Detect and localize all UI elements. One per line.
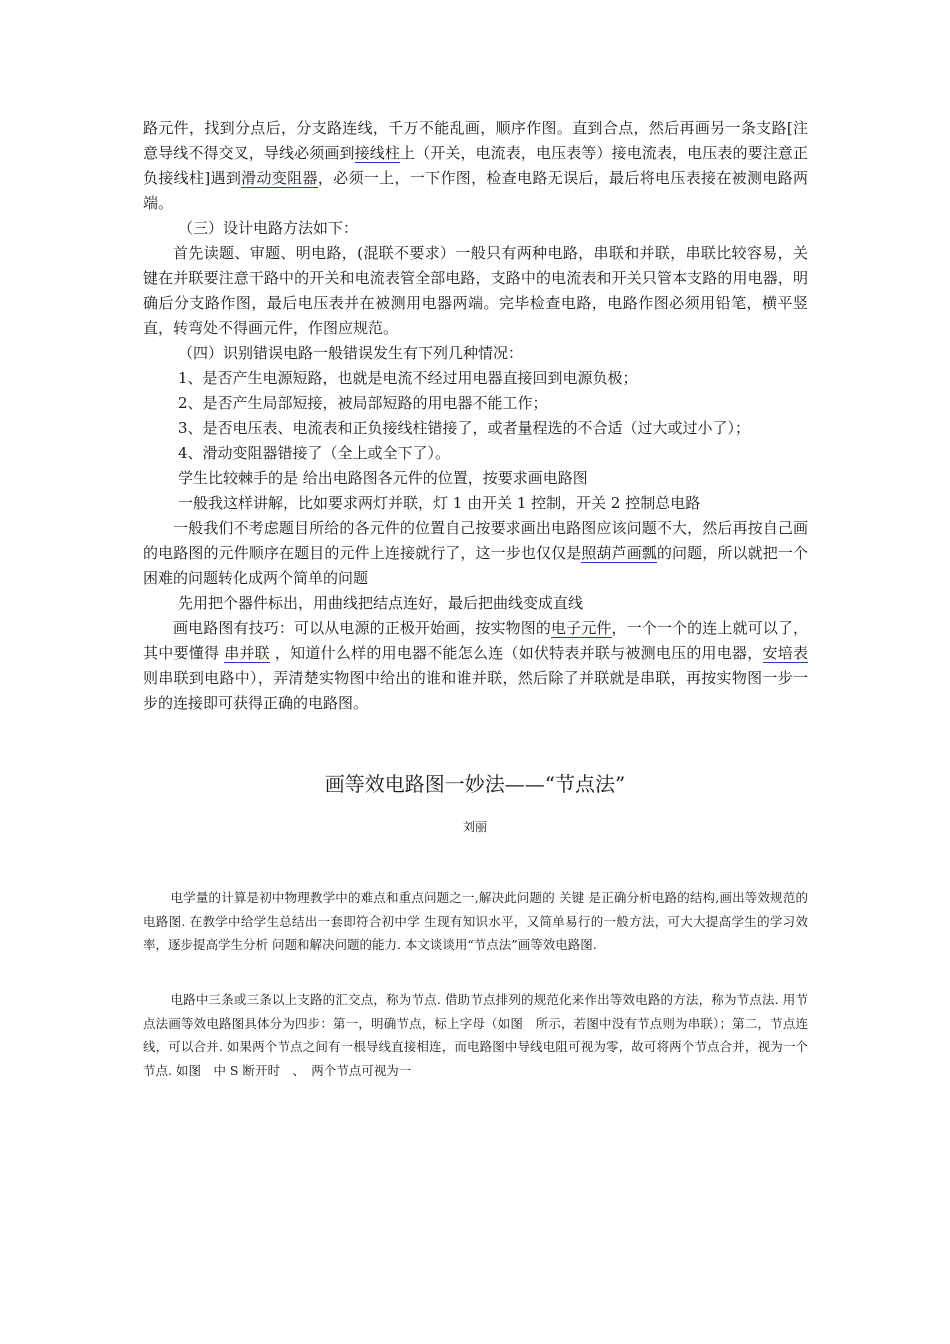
text-segment: ，知道什么样的用电器不能怎么连（如伏特表并联与被测电压的用电器， [269, 644, 763, 662]
paragraph-tricky: 学生比较棘手的是 给出电路图各元件的位置，按要求画电路图 [178, 469, 588, 487]
paragraph-drawing-tips [143, 616, 808, 716]
link-copy-the-gourd[interactable]: 照葫芦画瓢 [581, 544, 657, 562]
article-paragraph-node-method: 电路中三条或三条以上支路的汇交点，称为节点. 借助节点排列的规范化来作出等效电路的方法，称为节点法. 用节点法画等效电路图具体分为四步：第一，明确节点，标上字母（如图 所示，若图中没有节点则为串联）；第二，节点连线，可以合并. 如果两个节点之间有一根导线直接相连，而电路图中导线电阻可视为零，故可将两个节点合并，视为一个节点. 如图 中 S 断开时 、 两个节点可视为一 [143, 992, 808, 1078]
paragraph-example: 一般我这样讲解，比如要求两灯并联，灯 1 由开关 1 控制，开关 2 控制总电路 [178, 494, 701, 512]
paragraph-curve-tip: 先用把个器件标出，用曲线把结点连好，最后把曲线变成直线 [178, 594, 584, 612]
text-segment: 一般我们不考虑题目所给的各元件的位置自己按要求画出电路图应该问题不大，然后再按自己画的电路图的元件顺序在题目的元件上连接就行了，这一步也仅仅是 [143, 519, 808, 562]
article-title: 画等效电路图一妙法——“节点法” [324, 772, 626, 796]
list-item-4: 4、滑动变阻器错接了（全上或全下了）。 [178, 444, 451, 462]
text-segment: 上（开关，电流表，电压表等）接电流表，电压表的要注意正负接线柱]遇到 [143, 144, 808, 187]
paragraph-wiring-order [143, 116, 808, 216]
link-ammeter[interactable]: 安培表 [762, 644, 808, 662]
article-paragraph-intro: 电学量的计算是初中物理教学中的难点和重点问题之一,解决此问题的 关键 是正确分析电路的结构,画出等效规范的电路图. 在教学中给学生总结出一套即符合初中学 生现有知识水平，又简单易行的一般方法，可大大提高学生的学习效率，逐步提高学生分析 问题和解决问题的能力. 本文谈谈用“节点法”画等效电路图. [143, 890, 808, 952]
list-item-1: 1、是否产生电源短路，也就是电流不经过用电器直接回到电源负极； [178, 369, 638, 387]
list-item-3: 3、是否电压表、电流表和正负接线柱错接了，或者量程选的不合适（过大或过小了）； [178, 419, 751, 437]
heading-error-circuits: （四）识别错误电路一般错误发生有下列几种情况： [178, 344, 524, 362]
text-segment: 画电路图有技巧：可以从电源的正极开始画，按实物图的 [173, 619, 552, 637]
link-electronic-component[interactable]: 电子元件 [551, 619, 612, 637]
link-sliding-rheostat[interactable]: 滑动变阻器 [241, 169, 318, 187]
link-series-parallel[interactable]: 串并联 [224, 644, 270, 662]
text-segment: ，必须一上，一下作图，检查电路无误后，最后将电压表接在被测电路两端。 [143, 169, 808, 212]
link-binding-post[interactable]: 接线柱 [354, 144, 400, 162]
article-author: 刘丽 [462, 820, 487, 834]
list-item-2: 2、是否产生局部短接，被局部短路的用电器不能工作； [178, 394, 548, 412]
text-segment: 的问题，所以就把一个困难的问题转化成两个简单的问题 [143, 544, 808, 587]
paragraph-design-method: 首先读题、审题、明电路，(混联不要求）一般只有两种电路，串联和并联，串联比较容易，关键在并联要注意干路中的开关和电流表管全部电路，支路中的电流表和开关只管本支路的用电器，明确后分支路作图，最后电压表并在被测用电器两端。完毕检查电路，电路作图必须用铅笔，横平竖直，转弯处不得画元件，作图应规范。 [143, 244, 808, 337]
heading-design-method: （三）设计电路方法如下： [178, 219, 359, 237]
text-segment: 则串联到电路中），弄清楚实物图中给出的谁和谁并联，然后除了并联就是串联，再按实物图一步一步的连接即可获得正确的电路图。 [143, 669, 808, 712]
text-segment: 路元件，找到分点后，分支路连线，千万不能乱画，顺序作图。直到合点，然后再画另一条支路[注意导线不得交叉，导线必须画到 [143, 119, 808, 162]
paragraph-approach [143, 516, 808, 591]
text-segment: ，一个一个的连上就可以了，其中要懂得 [143, 619, 808, 662]
